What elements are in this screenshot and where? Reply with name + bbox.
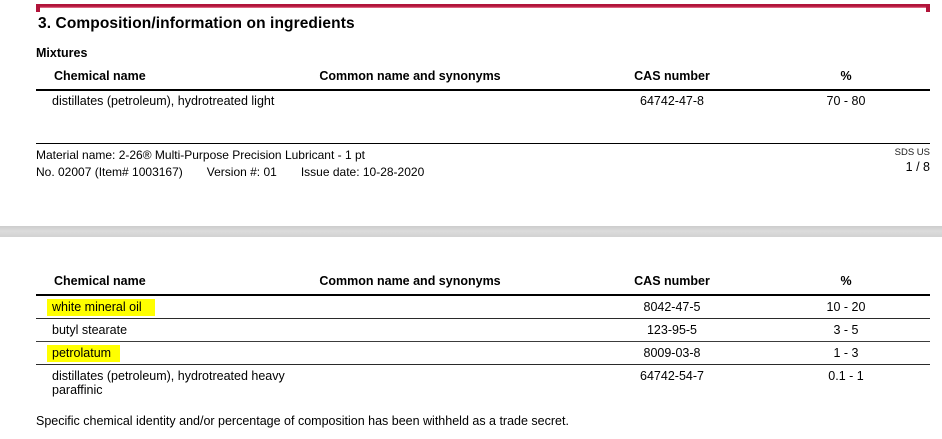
percent-cell: 0.1 - 1 [828, 369, 864, 383]
chemical-name-cell: butyl stearate [52, 323, 128, 337]
table-row-petrolatum [36, 342, 930, 365]
common-name-cell [288, 365, 532, 402]
trade-secret-note: Specific chemical identity and/or percentage of composition has been withheld as a trade secret. [36, 414, 569, 428]
cas-number-cell: 64742-54-7 [640, 369, 704, 383]
page-break-band [0, 226, 942, 237]
table-header-row [36, 274, 930, 295]
chemical-name-cell: distillates (petroleum), hydrotreated light [52, 94, 275, 108]
page-number: 1 / 8 [905, 160, 930, 174]
chemical-name-cell: distillates (petroleum), hydrotreated heavy paraffinic [52, 369, 285, 397]
section-divider-right-cap [926, 4, 930, 12]
percent-cell: 1 - 3 [833, 346, 859, 360]
table-header-row [36, 69, 930, 90]
highlighted-text: petrolatum [47, 345, 120, 362]
percent-cell: 10 - 20 [826, 300, 866, 314]
table-row-white-mineral-oil [36, 295, 930, 319]
common-name-cell [288, 295, 532, 319]
percent-cell: 70 - 80 [826, 94, 866, 108]
chemical-name-cell [36, 295, 288, 319]
cas-number-cell: 123-95-5 [646, 323, 698, 337]
sds-page-1 [0, 4, 942, 180]
cas-number-cell: 8042-47-5 [643, 300, 701, 314]
table-row [36, 90, 930, 112]
section-heading: 3. Composition/information on ingredients [38, 15, 355, 32]
column-header-common-name: Common name and synonyms [288, 274, 532, 295]
material-name-line: Material name: 2-26® Multi-Purpose Precision Lubricant - 1 pt [36, 148, 365, 162]
common-name-cell [288, 319, 532, 342]
footer-right-block [895, 147, 930, 180]
mixtures-label: Mixtures [36, 46, 88, 60]
ingredients-table-page2 [36, 274, 930, 401]
table-row-distillates-heavy [36, 365, 930, 402]
ingredients-table-page1 [36, 69, 930, 112]
document-footer [36, 143, 930, 180]
column-header-chemical-name: Chemical name [36, 69, 288, 90]
column-header-chemical-name: Chemical name [36, 274, 288, 295]
column-header-percent: % [812, 274, 930, 295]
chemical-name-cell [36, 342, 288, 365]
percent-cell: 3 - 5 [833, 323, 859, 337]
section-divider-bar [36, 4, 930, 8]
column-header-cas-number: CAS number [532, 274, 812, 295]
table-row-butyl-stearate [36, 319, 930, 342]
section-divider-rule [36, 4, 930, 12]
highlighted-text: white mineral oil [47, 299, 155, 316]
sds-page-2 [0, 274, 942, 429]
cas-number-cell: 64742-47-8 [640, 94, 704, 108]
column-header-percent: % [812, 69, 930, 90]
common-name-cell [288, 90, 532, 112]
sds-region-label: SDS US [894, 147, 930, 158]
cas-number-cell: 8009-03-8 [643, 346, 701, 360]
version-number: Version #: 01 [206, 164, 277, 179]
section-divider-left-cap [36, 4, 40, 12]
footer-left-block [36, 147, 424, 180]
doc-number: No. 02007 (Item# 1003167) [36, 164, 183, 179]
common-name-cell [288, 342, 532, 365]
document-number-line [36, 164, 424, 181]
issue-date: Issue date: 10-28-2020 [300, 164, 425, 179]
column-header-common-name: Common name and synonyms [288, 69, 532, 90]
column-header-cas-number: CAS number [532, 69, 812, 90]
